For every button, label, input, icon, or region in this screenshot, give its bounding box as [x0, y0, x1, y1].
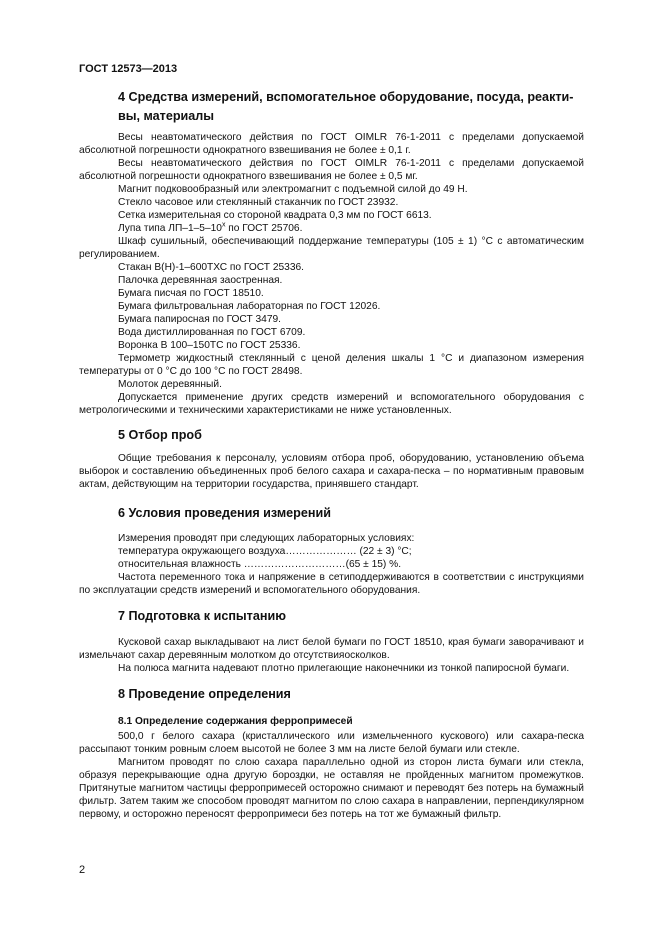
lupa-sup: х [221, 221, 226, 229]
section-4-title-line2: вы, материалы [118, 109, 215, 123]
section-6-body [79, 532, 584, 597]
list-item: Бумага папиросная по ГОСТ 3479. [118, 314, 281, 325]
section-8-title: 8 Проведение определения [118, 687, 291, 701]
lupa-prefix: Лупа типа ЛП–1–5–10 [118, 223, 222, 234]
section-6-title: 6 Условия проведения измерений [118, 506, 331, 520]
section-6-text: Частота переменного тока и напряжение в сетиподдерживаются в соответствии с инструкциями по эксплуатации средств измерений и вспомогательного оборудования. [79, 572, 584, 596]
list-item: Стакан В(Н)-1–600ТХС по ГОСТ 25336. [118, 262, 305, 273]
lupa-suffix: по ГОСТ 25706. [225, 223, 303, 234]
section-8-p2: Магнитом проводят по слою сахара параллельно одной из сторон листа бумаги или стекла, образуя перекрывающие одна другую бороздки, не оставляя не пройденных магнитом промежутков. Притянутые магнитом частицы ферропримесей осторожно снимают и переводят без потерь на бумажный фильтр. Затем таким же способом проводят магнитом по слою сахара в направлении, перпендикулярном первому, и осторожно переносят ферропримеси без потерь на тот же бумажный фильтр. [79, 757, 584, 820]
list-item: Допускается применение других средств измерений и вспомогательного оборудования с метрологическими и техническими характеристиками не ниже установленных. [79, 392, 584, 416]
section-8-body [79, 730, 584, 821]
list-item: Стекло часовое или стеклянный стаканчик по ГОСТ 23932. [118, 197, 399, 208]
section-4-title-line1: 4 Средства измерений, вспомогательное оборудование, посуда, реакти- [118, 90, 574, 104]
list-item: Магнит подковообразный или электромагнит с подъемной силой до 49 Н. [118, 184, 468, 195]
section-8-1-title: 8.1 Определение содержания ферропримесей [118, 716, 353, 727]
section-8-p1: 500,0 г белого сахара (кристаллического или измельченного кускового) или сахара-песка рассыпают тонким ровным слоем высотой не более 3 мм на листе белой бумаги или стекле. [79, 731, 584, 755]
list-item: Сетка измерительная со стороной квадрата 0,3 мм по ГОСТ 6613. [118, 210, 432, 221]
list-item: Молоток деревянный. [118, 379, 222, 390]
list-item: Термометр жидкостный стеклянный с ценой деления шкалы 1 °С и диапазоном измерения температуры от 0 °С до 100 °С по ГОСТ 28498. [79, 353, 584, 377]
list-item: Весы неавтоматического действия по ГОСТ OIMLR 76-1-2011 с пределами допускаемой абсолютной погрешности однократного взвешивания не более ± 0,1 г. [79, 132, 584, 156]
section-7-p1: Кусковой сахар выкладывают на лист белой бумаги по ГОСТ 18510, края бумаги заворачивают и измельчают сахар деревянным молотком до отсутствияосколков. [79, 637, 584, 661]
section-4-body [79, 131, 584, 417]
section-4-title [118, 88, 583, 126]
section-7-p2: На полюса магнита надевают плотно прилегающие наконечники из тонкой папиросной бумаги. [118, 663, 570, 674]
list-item: Бумага фильтровальная лабораторная по ГОСТ 12026. [118, 301, 381, 312]
section-7-title: 7 Подготовка к испытанию [118, 609, 286, 623]
document-header: ГОСТ 12573—2013 [79, 63, 178, 75]
page-number: 2 [79, 864, 86, 876]
section-5-body [79, 452, 584, 491]
list-item-lupa [79, 222, 584, 235]
section-6-temp: температура окружающего воздуха………………… (22 ± 3) °С; [118, 546, 412, 557]
section-5-text: Общие требования к персоналу, условиям отбора проб, оборудованию, установлению объема выборок и составлению объединенных проб белого сахара и сахара-песка – по нормативным правовым актам, действующим на территории государства, принявшего стандарт. [79, 453, 584, 490]
list-item: Палочка деревянная заостренная. [118, 275, 283, 286]
list-item: Воронка В 100–150ТС по ГОСТ 25336. [118, 340, 301, 351]
section-6-intro: Измерения проводят при следующих лабораторных условиях: [118, 533, 415, 544]
section-5-title: 5 Отбор проб [118, 428, 202, 442]
list-item: Шкаф сушильный, обеспечивающий поддержание температуры (105 ± 1) °С с автоматическим регулированием. [79, 236, 584, 260]
section-7-body [79, 636, 584, 675]
list-item: Весы неавтоматического действия по ГОСТ OIMLR 76-1-2011 с пределами допускаемой абсолютной погрешности однократного взвешивания не более ± 0,5 мг. [79, 158, 584, 182]
list-item: Вода дистиллированная по ГОСТ 6709. [118, 327, 306, 338]
list-item: Бумага писчая по ГОСТ 18510. [118, 288, 264, 299]
section-6-humidity: относительная влажность …………………………(65 ± 15) %. [118, 559, 402, 570]
